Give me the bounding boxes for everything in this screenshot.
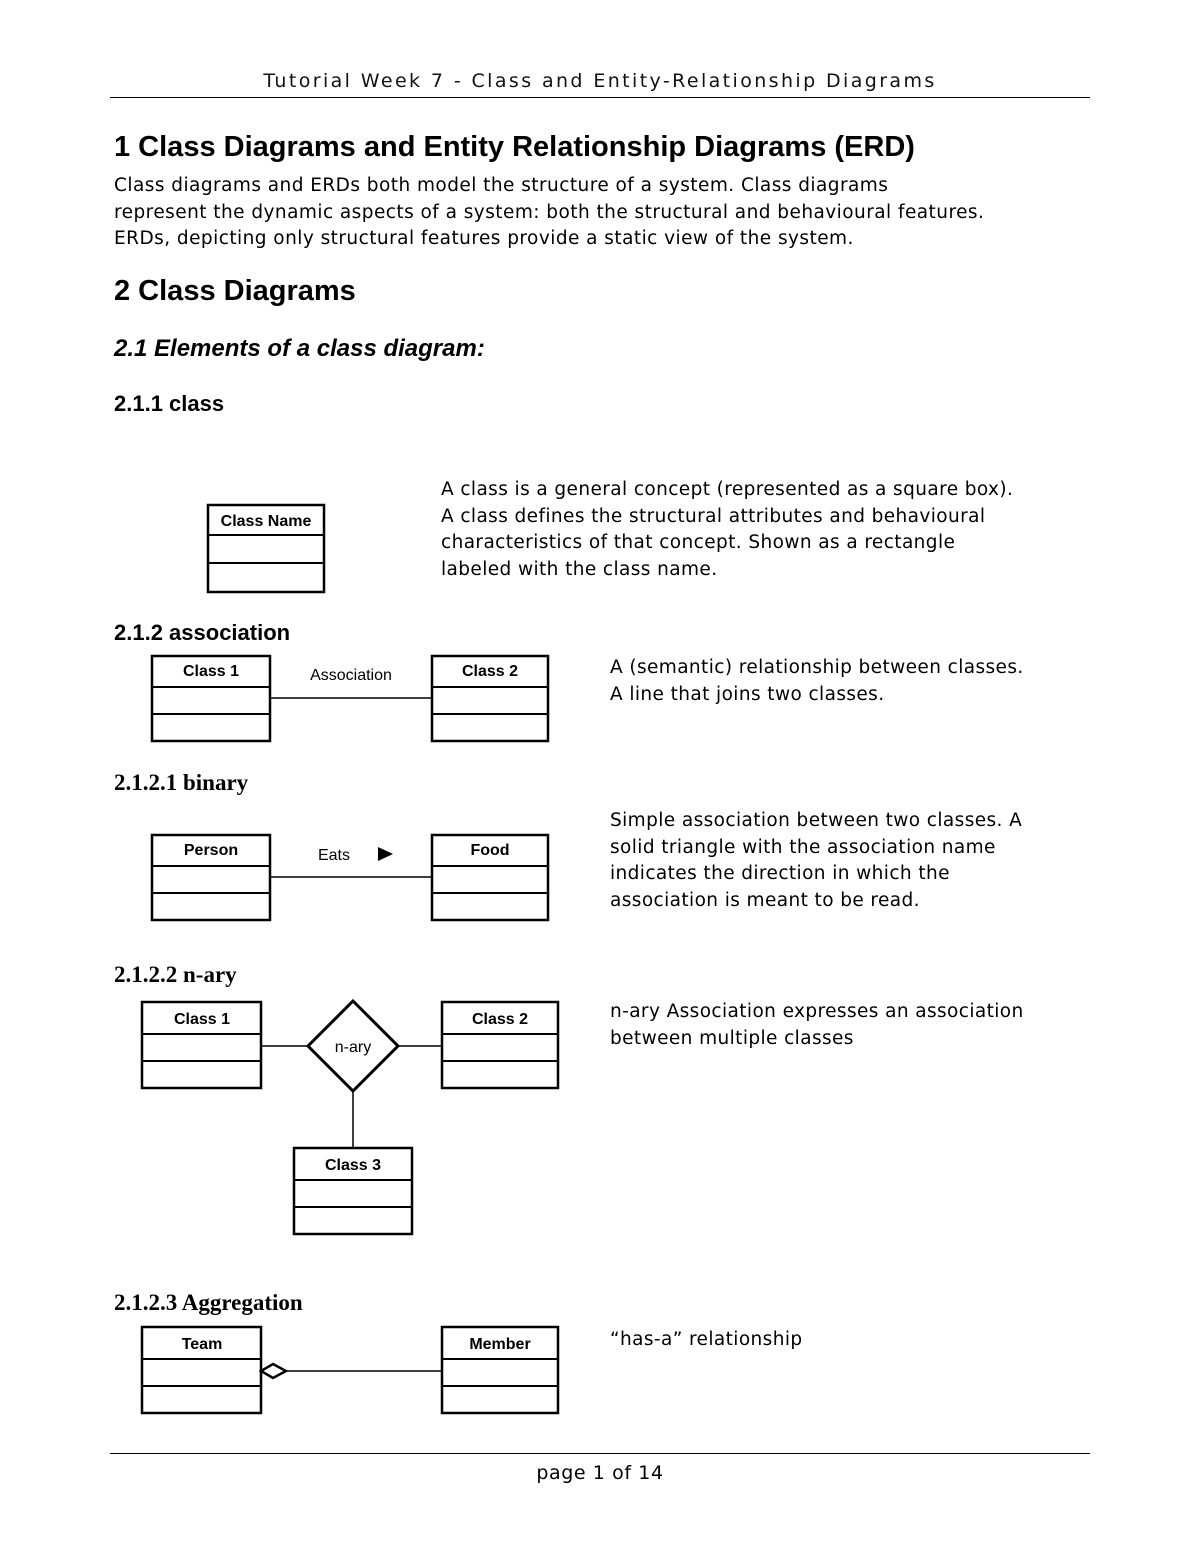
aggregation-diagram [130,1320,570,1420]
description-line: A class is a general concept (represented as a square box). [441,479,1014,500]
association-description [610,655,1024,708]
aggregation-member-label: Member [469,1336,531,1353]
section-2-1-heading: 2.1 Elements of a class diagram: [114,335,485,362]
association-label: Association [310,667,392,684]
description-line: “has-a” relationship [610,1329,803,1350]
page-header-title: Tutorial Week 7 - Class and Entity-Relationship Diagrams [263,70,937,92]
binary-description [610,808,1022,914]
nary-class-2-label: Class 2 [471,1011,529,1028]
footer-rule [110,1453,1090,1454]
description-line: n-ary Association expresses an association [610,1001,1024,1022]
nary-heading: 2.1.2.2 n-ary [114,962,237,987]
class-name-label: Class Name [220,513,312,530]
description-line: A class defines the structural attributes and behavioural [441,505,986,527]
nary-diagram [130,995,570,1240]
association-diagram [140,650,560,748]
binary-association-label: Eats [317,847,350,864]
description-line: solid triangle with the association name [610,836,996,858]
binary-heading: 2.1.2.1 binary [114,770,249,795]
class-description [441,477,1013,583]
paragraph-line: ERDs, depicting only structural features provide a static view of the system. [114,228,854,249]
paragraph-line: Class diagrams and ERDs both model the structure of a system. Class diagrams [114,175,889,196]
nary-class-2-box [442,1002,558,1088]
description-line: between multiple classes [610,1027,854,1049]
association-class-2-label: Class 2 [461,663,519,680]
class-name-box [208,505,324,592]
section-1-heading: 1 Class Diagrams and Entity Relationship Diagrams (ERD) [114,131,915,163]
nary-description [610,999,1024,1052]
nary-class-3-label: Class 3 [324,1157,382,1174]
class-diagram [200,500,332,598]
binary-person-label: Person [183,842,239,859]
description-line: labeled with the class name. [441,558,718,580]
paragraph-line: represent the dynamic aspects of a system: both the structural and behavioural features. [114,201,985,223]
description-line: indicates the direction in which the [610,863,950,884]
page-number: page 1 of 14 [536,1462,664,1484]
association-class-1-label: Class 1 [182,663,240,680]
aggregation-team-label: Team [181,1336,223,1353]
association-class-1-box [152,656,270,741]
aggregation-description [610,1327,803,1354]
aggregation-team-box [142,1327,261,1413]
binary-person-box [152,835,270,920]
association-heading: 2.1.2 association [114,620,291,645]
class-heading: 2.1.1 class [114,391,225,416]
binary-food-box [432,835,548,920]
nary-diamond-label: n-ary [334,1039,372,1056]
reading-direction-triangle-icon [378,847,393,861]
binary-diagram [140,829,560,927]
nary-class-1-box [142,1002,261,1088]
association-class-2-box [432,656,548,741]
description-line: association is meant to be read. [610,889,920,911]
binary-food-label: Food [470,842,510,859]
nary-class-3-box [294,1148,412,1234]
aggregation-heading: 2.1.2.3 Aggregation [114,1290,303,1315]
description-line: characteristics of that concept. Shown as a rectangle [441,532,956,553]
description-line: A (semantic) relationship between classes. [610,657,1024,678]
header-rule [110,97,1090,98]
section-1-paragraph [114,173,984,253]
description-line: A line that joins two classes. [610,683,885,705]
section-2-heading: 2 Class Diagrams [114,275,356,307]
nary-class-1-label: Class 1 [173,1011,231,1028]
description-line: Simple association between two classes. A [610,810,1023,831]
aggregation-member-box [442,1327,558,1413]
aggregation-hollow-diamond-icon [261,1364,286,1378]
